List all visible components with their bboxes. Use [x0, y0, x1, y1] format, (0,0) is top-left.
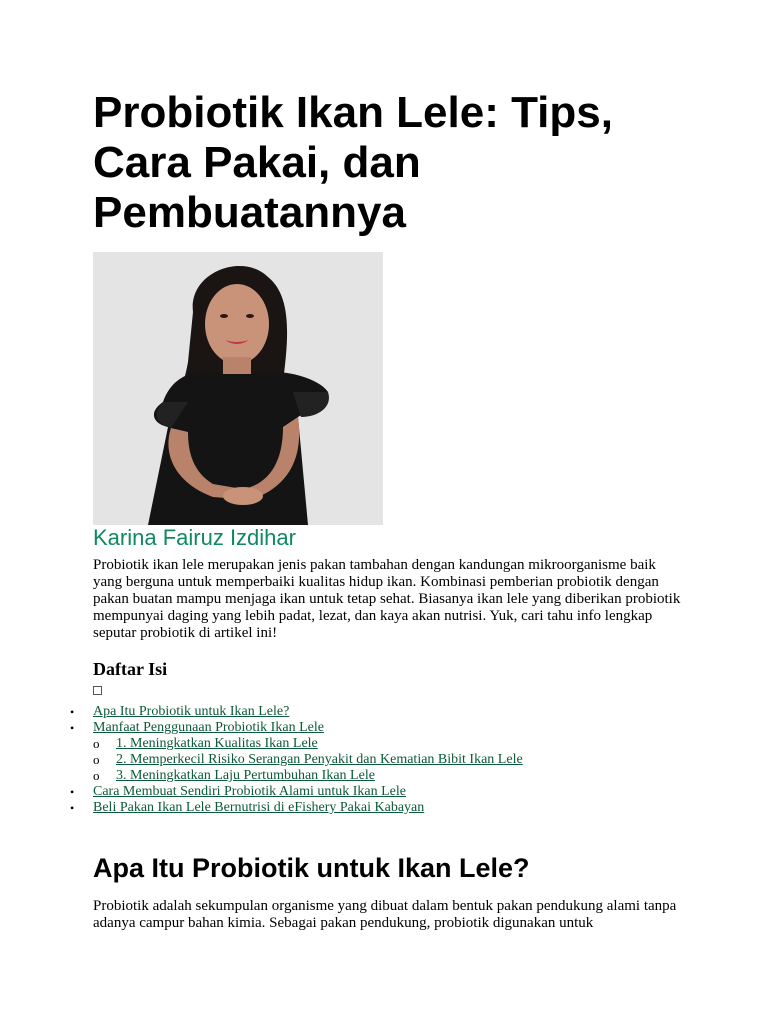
toc-subitem — [93, 752, 683, 768]
sub-bullet-icon: o — [93, 768, 100, 783]
bullet-icon: • — [70, 801, 75, 815]
toc-link-pertumbuhan[interactable]: 3. Meningkatkan Laju Pertumbuhan Ikan Lele — [116, 768, 375, 783]
toc-link-apa-itu[interactable]: Apa Itu Probiotik untuk Ikan Lele? — [93, 704, 290, 719]
section-heading: Apa Itu Probiotik untuk Ikan Lele? — [93, 853, 530, 883]
article-title: Probiotik Ikan Lele: Tips, Cara Pakai, dan Pembuatannya — [93, 88, 613, 237]
toc-link-kualitas[interactable]: 1. Meningkatkan Kualitas Ikan Lele — [116, 736, 318, 751]
toc-item — [70, 784, 683, 800]
toc-item — [70, 800, 683, 816]
toc-link-cara-membuat[interactable]: Cara Membuat Sendiri Probiotik Alami untuk Ikan Lele — [93, 784, 406, 799]
toc-heading: Daftar Isi — [93, 659, 168, 679]
sub-bullet-icon: o — [93, 736, 100, 751]
toc-link-beli-pakan[interactable]: Beli Pakan Ikan Lele Bernutrisi di eFishery Pakai Kabayan — [93, 800, 425, 815]
author-photo-illustration — [93, 252, 383, 525]
toc-subitem — [93, 736, 683, 752]
bullet-icon: • — [70, 785, 75, 799]
section-paragraph: Probiotik adalah sekumpulan organisme yang dibuat dalam bentuk pakan pendukung alami tanpa adanya campur bahan kimia. Sebagai pakan pendukung, probiotik digunakan untuk — [93, 898, 677, 931]
author-photo — [93, 252, 383, 525]
toc-subitem — [93, 768, 683, 784]
toc-item — [70, 720, 683, 784]
toc-item — [70, 704, 683, 720]
sub-bullet-icon: o — [93, 752, 100, 767]
toc-link-risiko[interactable]: 2. Memperkecil Risiko Serangan Penyakit dan Kematian Bibit Ikan Lele — [116, 752, 523, 767]
article — [70, 88, 683, 932]
toc-sublist — [93, 736, 683, 784]
intro-paragraph: Probiotik ikan lele merupakan jenis pakan tambahan dengan kandungan mikroorganisme baik yang berguna untuk memperbaiki kualitas hidup ikan. Kombinasi pemberian probiotik dengan pakan buatan mampu menjaga ikan untuk tetap sehat. Biasanya ikan lele yang diberikan probiotik mempunyai daging yang lebih padat, lezat, dan kaya akan nutrisi. Yuk, cari tahu info lengkap seputar probiotik di artikel ini! — [93, 557, 681, 641]
toc-link-manfaat[interactable]: Manfaat Penggunaan Probiotik Ikan Lele — [93, 720, 324, 735]
author-name[interactable]: Karina Fairuz Izdihar — [93, 525, 296, 550]
bullet-icon: • — [70, 721, 75, 735]
table-of-contents — [70, 704, 683, 816]
toc-toggle-checkbox[interactable] — [93, 686, 102, 695]
bullet-icon: • — [70, 705, 75, 719]
